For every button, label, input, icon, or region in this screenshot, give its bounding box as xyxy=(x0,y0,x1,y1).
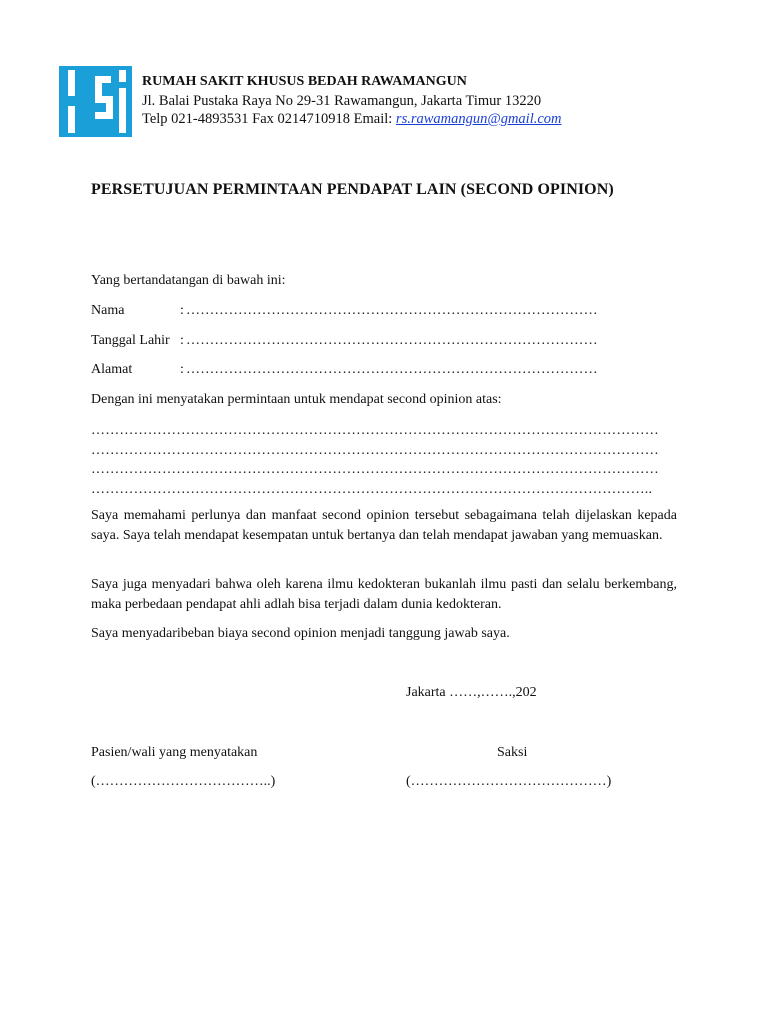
intro-text: Yang bertandatangan di bawah ini: xyxy=(91,273,286,288)
field-label-tanggal-lahir: Tanggal Lahir xyxy=(91,333,170,348)
field-colon: : xyxy=(180,333,184,348)
request-intro: Dengan ini menyatakan permintaan untuk mendapat second opinion atas: xyxy=(91,392,502,407)
document-title: PERSETUJUAN PERMINTAAN PENDAPAT LAIN (SECOND OPINION) xyxy=(91,181,614,198)
field-blank-tanggal-lahir[interactable]: …………………………………………………………………………… xyxy=(186,333,598,348)
field-blank-alamat[interactable]: …………………………………………………………………………… xyxy=(186,362,598,377)
signer-signature-line[interactable]: (………………………………..) xyxy=(91,774,276,789)
witness-signature-line[interactable]: (……………………………………) xyxy=(406,774,612,789)
hospital-contact xyxy=(142,109,562,129)
field-label-nama: Nama xyxy=(91,303,125,318)
statement-paragraph: Saya memahami perlunya dan manfaat second opinion tersebut sebagaimana telah dijelaskan kepada saya. Saya telah mendapat kesempatan untuk bertanya dan telah mendapat jawaban yang memuaskan. xyxy=(91,508,677,543)
signer-label: Pasien/wali yang menyatakan xyxy=(91,745,258,760)
hospital-name: RUMAH SAKIT KHUSUS BEDAH RAWAMANGUN xyxy=(142,74,467,89)
statement-paragraph: Saya menyadaribeban biaya second opinion menjadi tanggung jawab saya. xyxy=(91,626,510,641)
place-date[interactable]: Jakarta ……,…….,202 xyxy=(406,685,537,700)
hospital-logo xyxy=(59,66,132,137)
contact-text: Telp 021-4893531 Fax 0214710918 Email: xyxy=(142,111,396,127)
field-colon: : xyxy=(180,303,184,318)
hospital-address: Jl. Balai Pustaka Raya No 29-31 Rawamangun, Jakarta Timur 13220 xyxy=(142,93,542,109)
email-link[interactable]: rs.rawamangun@gmail.com xyxy=(395,111,562,127)
field-blank-nama[interactable]: …………………………………………………………………………… xyxy=(186,303,598,318)
field-colon: : xyxy=(180,362,184,377)
request-line[interactable]: ……………………………………………………………………………………………………….. xyxy=(91,482,653,497)
request-line[interactable]: ………………………………………………………………………………………………………… xyxy=(91,443,659,458)
field-label-alamat: Alamat xyxy=(91,362,133,377)
witness-label: Saksi xyxy=(497,745,528,760)
request-line[interactable]: ………………………………………………………………………………………………………… xyxy=(91,462,659,477)
request-line[interactable]: ………………………………………………………………………………………………………… xyxy=(91,423,659,438)
statement-paragraph: Saya juga menyadari bahwa oleh karena ilmu kedokteran bukanlah ilmu pasti dan selalu berkembang, maka perbedaan pendapat ahli adlah bisa terjadi dalam dunia kedokteran. xyxy=(91,577,677,612)
